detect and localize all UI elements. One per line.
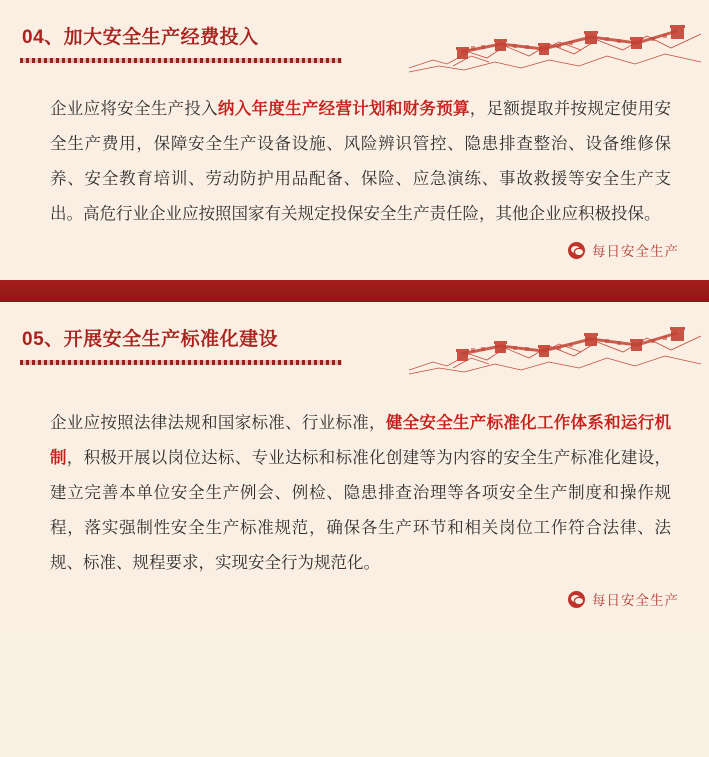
section-04-title: [22, 22, 259, 49]
section-04-text-part1: 企业应将安全生产投入: [50, 100, 218, 118]
section-05-header: [0, 302, 709, 376]
section-04-brandline: [0, 232, 709, 278]
section-04-title-underline: [20, 58, 342, 63]
section-05-title-underline: [20, 360, 342, 365]
section-04-title-text: 加大安全生产经费投入: [63, 27, 259, 48]
section-divider-band-inner: [0, 280, 709, 302]
section-04-paragraph: [0, 92, 709, 232]
wechat-icon: [568, 242, 585, 259]
brand-label-05: 每日安全生产: [592, 593, 679, 608]
section-04: [0, 0, 709, 280]
section-04-number: 04、: [22, 27, 64, 48]
section-05-paragraph: [0, 406, 709, 581]
section-05-text-part1: 企业应按照法律法规和国家标准、行业标准，: [50, 414, 386, 432]
great-wall-illustration-icon-2: [409, 308, 701, 376]
section-04-spacer: [0, 74, 709, 92]
brand-watermark-05: [568, 589, 679, 609]
section-05-brandline: [0, 581, 709, 627]
wechat-icon-2: [568, 591, 585, 608]
section-divider-band: [0, 280, 709, 302]
brand-watermark-04: [568, 240, 679, 260]
brand-label-04: 每日安全生产: [592, 244, 679, 259]
section-05-number: 05、: [22, 329, 64, 350]
section-04-highlight: 纳入年度生产经营计划和财务预算: [217, 100, 470, 118]
section-05-title: [22, 324, 278, 351]
section-05: [0, 302, 709, 629]
great-wall-illustration-icon: [409, 6, 701, 74]
section-05-spacer: [0, 376, 709, 406]
section-04-header: [0, 0, 709, 74]
section-04-text-part2: ，足额提取并按规定使用安全生产费用，保障安全生产设备设施、风险辨识管控、隐患排查整治、设备维修保养、安全教育培训、劳动防护用品配备、保险、应急演练、事故救援等安全生产支出。高危行业企业应按照国家有关规定投保安全生产责任险，其他企业应积极投保。: [50, 100, 672, 223]
section-05-text-part2: ，积极开展以岗位达标、专业达标和标准化创建等为内容的安全生产标准化建设，建立完善本单位安全生产例会、例检、隐患排查治理等各项安全生产制度和操作规程，落实强制性安全生产标准规范，确保各生产环节和相关岗位工作符合法律、法规、标准、规程要求，实现安全行为规范化。: [50, 449, 672, 572]
section-05-title-text: 开展安全生产标准化建设: [63, 329, 279, 350]
section-05-highlight: 健全安全生产标准化工作体系和运行机制: [50, 414, 672, 467]
